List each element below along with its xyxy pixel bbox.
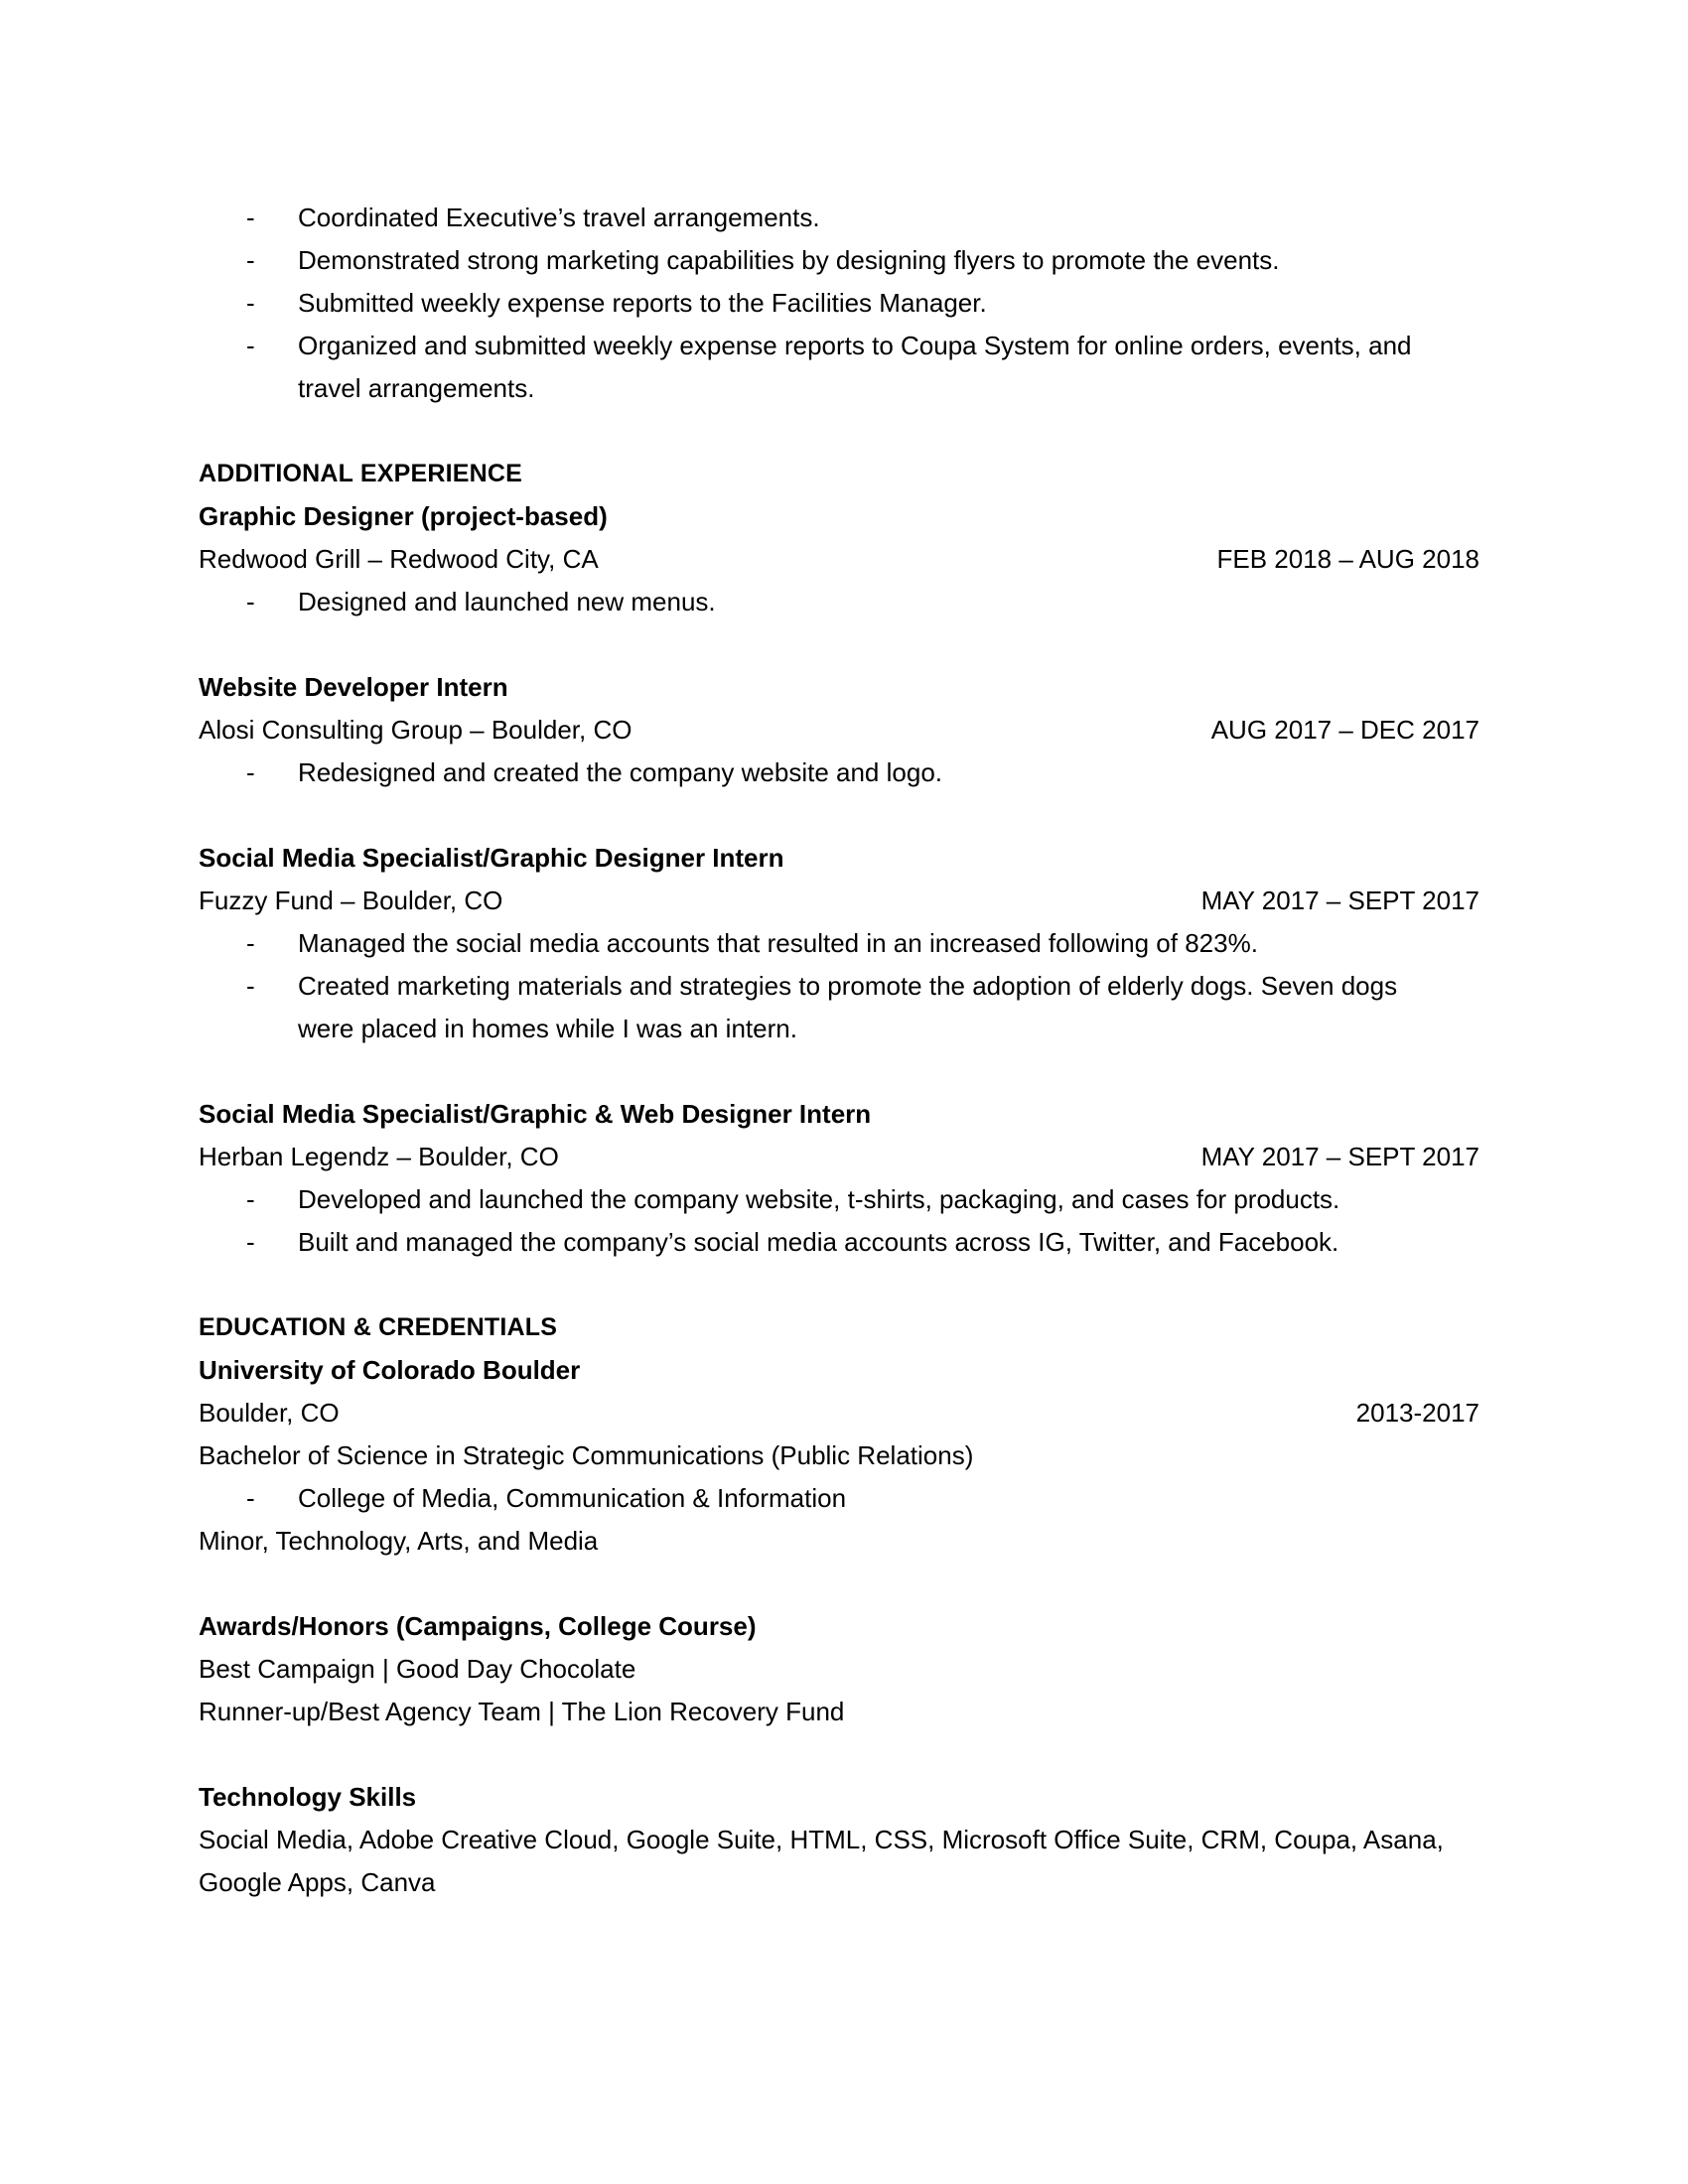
award-item: Runner-up/Best Agency Team | The Lion Recovery Fund xyxy=(199,1697,845,1726)
section-heading-education: EDUCATION & CREDENTIALS xyxy=(199,1313,558,1341)
job-org: Fuzzy Fund – Boulder, CO xyxy=(199,886,503,915)
bullet-dash: - xyxy=(246,1184,255,1214)
bullet-dash: - xyxy=(246,331,255,360)
skills-text: Social Media, Adobe Creative Cloud, Google Suite, HTML, CSS, Microsoft Office Suite, CRM, Coupa, Asana, Google Apps, Canva xyxy=(199,1825,1444,1897)
bullet-dash: - xyxy=(246,1227,255,1257)
job-title: Website Developer Intern xyxy=(199,672,508,702)
minor: Minor, Technology, Arts, and Media xyxy=(199,1526,599,1556)
education-bullet-list xyxy=(199,1477,1479,1520)
school-years: 2013-2017 xyxy=(1355,1398,1479,1428)
list-item: - Designed and launched new menus. xyxy=(199,581,1479,623)
job-bullet-list xyxy=(199,922,1479,1050)
list-item: - Organized and submitted weekly expense reports to Coupa System for online orders, events, and travel arrangements. xyxy=(199,325,1440,410)
job-org-line xyxy=(199,1136,1479,1178)
bullet-dash: - xyxy=(246,587,255,616)
list-item: - Redesigned and created the company website and logo. xyxy=(199,751,1479,794)
job-org: Herban Legendz – Boulder, CO xyxy=(199,1142,559,1171)
bullet-dash: - xyxy=(246,203,255,232)
job-title: Social Media Specialist/Graphic Designer Intern xyxy=(199,843,784,873)
job-title: Social Media Specialist/Graphic & Web Designer Intern xyxy=(199,1099,872,1129)
job-bullet-list xyxy=(199,751,1479,794)
skills-heading: Technology Skills xyxy=(199,1782,417,1812)
bullet-dash: - xyxy=(246,245,255,275)
job-dates: MAY 2017 – SEPT 2017 xyxy=(1200,1142,1479,1171)
job-org: Redwood Grill – Redwood City, CA xyxy=(199,544,599,574)
award-item: Best Campaign | Good Day Chocolate xyxy=(199,1654,636,1684)
list-item: - Managed the social media accounts that resulted in an increased following of 823%. xyxy=(199,922,1479,965)
job-title: Graphic Designer (project-based) xyxy=(199,501,608,531)
job-org-line xyxy=(199,880,1479,922)
list-item: - Demonstrated strong marketing capabilities by designing flyers to promote the events. xyxy=(199,239,1479,282)
section-heading-additional-experience: ADDITIONAL EXPERIENCE xyxy=(199,460,523,487)
job-bullet-list xyxy=(199,581,1479,623)
school-location: Boulder, CO xyxy=(199,1398,340,1428)
list-item: - College of Media, Communication & Information xyxy=(199,1477,1479,1520)
school-name: University of Colorado Boulder xyxy=(199,1355,581,1385)
job-dates: FEB 2018 – AUG 2018 xyxy=(1216,544,1479,574)
job-org-line xyxy=(199,538,1479,581)
bullet-dash: - xyxy=(246,1483,255,1513)
list-item: - Built and managed the company’s social media accounts across IG, Twitter, and Facebook. xyxy=(199,1221,1479,1264)
bullet-dash: - xyxy=(246,288,255,318)
job-dates: AUG 2017 – DEC 2017 xyxy=(1210,715,1479,745)
job-dates: MAY 2017 – SEPT 2017 xyxy=(1200,886,1479,915)
school-location-line xyxy=(199,1392,1479,1434)
list-item: - Coordinated Executive’s travel arrangements. xyxy=(199,197,1479,239)
job-bullet-list xyxy=(199,1178,1479,1264)
bullet-dash: - xyxy=(246,757,255,787)
top-bullet-list xyxy=(199,197,1479,410)
job-org-line xyxy=(199,709,1479,751)
list-item: - Submitted weekly expense reports to the Facilities Manager. xyxy=(199,282,1479,325)
resume-page xyxy=(199,197,1479,1904)
awards-heading: Awards/Honors (Campaigns, College Course) xyxy=(199,1611,757,1641)
list-item: - Developed and launched the company website, t-shirts, packaging, and cases for products. xyxy=(199,1178,1479,1221)
bullet-dash: - xyxy=(246,971,255,1001)
job-org: Alosi Consulting Group – Boulder, CO xyxy=(199,715,633,745)
degree: Bachelor of Science in Strategic Communications (Public Relations) xyxy=(199,1440,974,1470)
bullet-dash: - xyxy=(246,928,255,958)
list-item: - Created marketing materials and strategies to promote the adoption of elderly dogs. Seven dogs were placed in homes while I was an intern. xyxy=(199,965,1430,1050)
